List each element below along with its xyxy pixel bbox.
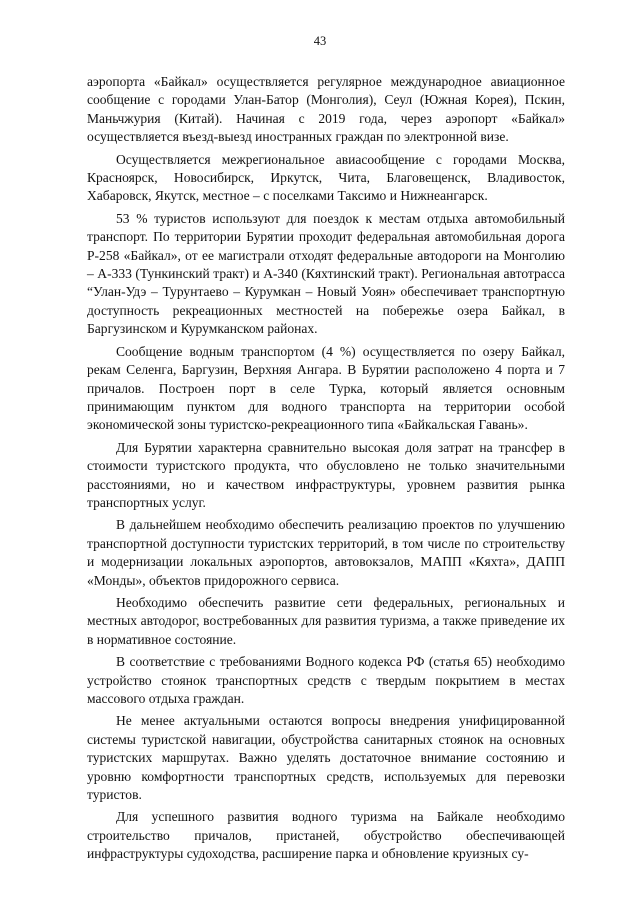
paragraph-1: аэропорта «Байкал» осуществляется регулярное международное авиационное сообщение с городами Улан-Батор (Монголия), Сеул (Южная Корея), Пскин, Маньчжурия (Китай). Начиная с 2019 года, через аэропорт «Байкал» осуществляется въезд-выезд иностранных граждан по электронной визе.: [87, 74, 565, 145]
paragraph-2: Осуществляется межрегиональное авиасообщение с городами Москва, Красноярск, Новосибирск, Иркутск, Чита, Благовещенск, Владивосток, Хабаровск, Якутск, местное – с поселками Таксимо и Нижнеангарск.: [87, 151, 565, 204]
paragraph-7: Необходимо обеспечить развитие сети федеральных, региональных и местных автодорог, востребованных для развития туризма, а также приведение их в нормативное состояние.: [87, 594, 565, 647]
paragraph-9: Не менее актуальными остаются вопросы внедрения унифицированной системы туристской навигации, обустройства санитарных стоянок на основных туристских маршрутах. Важно уделять достаточное внимание состоянию и уровню комфортности транспортных средств, используемых для перевозки туристов.: [87, 713, 565, 803]
paragraph-5: Для Бурятии характерна сравнительно высокая доля затрат на трансфер в стоимости туристского продукта, что обусловлено не только значительными расстояниями, но и качеством инфраструктуры, уровнем развития рынка транспортных услуг.: [87, 439, 565, 510]
paragraph-8: В соответствие с требованиями Водного кодекса РФ (статья 65) необходимо устройство стоянок транспортных средств с твердым покрытием в местах массового отдыха граждан.: [87, 654, 565, 706]
page-number: 43: [313, 34, 327, 48]
paragraph-3: 53 % туристов используют для поездок к местам отдыха автомобильный транспорт. По территории Бурятии проходит федеральная автомобильная дорога Р-258 «Байкал», от ее магистрали отходят федеральные автодороги на Монголию – А-333 (Тункинский тракт) и А-340 (Кяхтинский тракт). Региональная автотрасса “Улан-Удэ – Турунтаево – Курумкан – Новый Уоян» обеспечивает транспортную доступность рекреационных местностей на побережье озера Байкал, в Баргузинском и Курумканском районах.: [87, 210, 565, 337]
paragraph-10: Для успешного развития водного туризма на Байкале необходимо строительство причалов, пристаней, обустройство обеспечивающей инфраструктуры судоходства, расширение парка и обновление круизных су-: [87, 809, 565, 862]
paragraph-6: В дальнейшем необходимо обеспечить реализацию проектов по улучшению транспортной доступности туристских территорий, в том числе по строительству и модернизации локальных аэропортов, автовокзалов, МАПП «Кяхта», ДАПП «Монды», объектов придорожного сервиса.: [87, 517, 565, 588]
paragraph-4: Сообщение водным транспортом (4 %) осуществляется по озеру Байкал, рекам Селенга, Баргузин, Верхняя Ангара. В Бурятии расположено 4 порта и 7 причалов. Построен порт в селе Турка, который является основным принимающим пунктом для водного транспорта на территории особой экономической зоны туристско-рекреационного типа «Байкальская Гавань».: [87, 343, 565, 433]
body-text: [87, 73, 565, 868]
